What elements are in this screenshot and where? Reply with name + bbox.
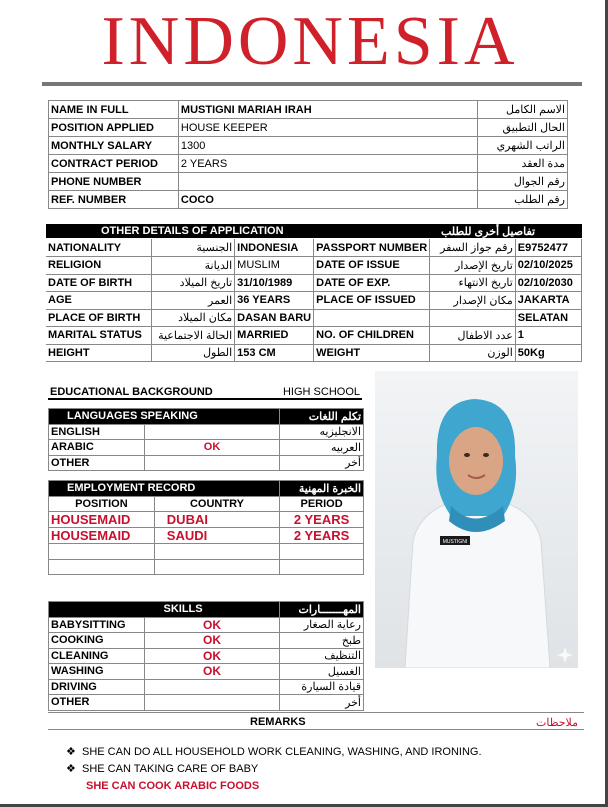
table-row [46,274,582,292]
remarks-list [66,744,566,795]
field-label-arabic: الاسم الكامل [478,101,568,119]
remark-highlight: SHE CAN COOK ARABIC FOODS [86,780,260,792]
column-header: POSITION [49,496,155,512]
detail-value: 02/10/2030 [515,274,581,292]
field-value: HOUSE KEEPER [178,119,477,137]
table-row [49,648,364,664]
other-details-title-arabic: تفاصيل أخرى للطلب [441,226,536,238]
language-name: ARABIC [49,440,145,456]
country-title: INDONESIA [101,3,519,80]
table-row [49,559,364,575]
education-row [48,384,362,400]
employment-title: EMPLOYMENT RECORD [49,481,280,497]
table-row [49,617,364,633]
skills-table [48,601,364,711]
field-label: REF. NUMBER [49,191,179,209]
table-row [46,239,582,257]
remarks-title-arabic: ملاحظات [536,717,578,729]
detail-label-arabic: العمر [152,292,235,310]
employment-position: HOUSEMAID [49,528,155,544]
skill-name-arabic: التنظيف [280,648,364,664]
skill-name-arabic: قيادة السيارة [280,679,364,695]
detail-label: RELIGION [46,257,152,275]
diamond-bullet-icon: ❖ [66,763,76,775]
detail-label-arabic: تاريخ الميلاد [152,274,235,292]
table-row [49,424,364,440]
employment-position [49,559,155,575]
employment-period: 2 YEARS [280,528,364,544]
employment-period [280,544,364,560]
detail-label: MARITAL STATUS [46,327,152,345]
field-value: MUSTIGNI MARIAH IRAH [178,101,477,119]
table-row [49,528,364,544]
employment-position [49,544,155,560]
table-row [46,257,582,275]
table-row [49,137,568,155]
detail-label-arabic: الحالة الاجتماعية [152,327,235,345]
skill-name-arabic: رعاية الصغار [280,617,364,633]
detail-label-arabic: الجنسية [152,239,235,257]
employment-country: DUBAI [154,512,279,528]
detail-label: PLACE OF ISSUED [314,292,430,310]
remarks-header [48,712,584,730]
table-row [49,695,364,711]
table-header [49,602,364,618]
detail-value: SELATAN [515,309,581,327]
applicant-photo [375,371,578,668]
field-value [178,173,477,191]
employment-position: HOUSEMAID [49,512,155,528]
detail-value: 31/10/1989 [235,274,314,292]
field-label-arabic: رقم الطلب [478,191,568,209]
detail-label-arabic: تاريخ الانتهاء [430,274,516,292]
detail-label: WEIGHT [314,344,430,362]
employment-country [154,544,279,560]
table-row [49,633,364,649]
remark-text: SHE CAN DO ALL HOUSEHOLD WORK CLEANING, WASHING, AND IRONING. [82,746,482,758]
skill-name-arabic: الغسيل [280,664,364,680]
table-row [49,119,568,137]
skill-name: COOKING [49,633,145,649]
employment-period: 2 YEARS [280,512,364,528]
skill-name: CLEANING [49,648,145,664]
field-value: 1300 [178,137,477,155]
skill-level [144,695,279,711]
language-level [144,424,279,440]
skill-name: BABYSITTING [49,617,145,633]
field-value: 2 YEARS [178,155,477,173]
detail-value: 02/10/2025 [515,257,581,275]
table-row [49,155,568,173]
skills-title: SKILLS [49,602,280,618]
table-row [49,440,364,456]
applicant-info-table [48,100,568,209]
detail-value: E9752477 [515,239,581,257]
table-row [49,664,364,680]
table-row [49,455,364,471]
skill-name-arabic: أخر [280,695,364,711]
employment-country: SAUDI [154,528,279,544]
languages-title-arabic: تكلم اللغات [280,409,364,425]
detail-label: PLACE OF BIRTH [46,309,152,327]
skill-level: OK [144,648,279,664]
employment-table [48,480,364,575]
detail-label: DATE OF BIRTH [46,274,152,292]
skill-level [144,679,279,695]
remarks-title: REMARKS [250,716,306,728]
employment-country [154,559,279,575]
language-name-arabic: أخر [280,455,364,471]
diamond-bullet-icon: ❖ [66,746,76,758]
detail-label-arabic: تاريخ الإصدار [430,257,516,275]
detail-value: JAKARTA [515,292,581,310]
field-label-arabic: رقم الجوال [478,173,568,191]
detail-label: DATE OF EXP. [314,274,430,292]
table-row [49,512,364,528]
detail-label: PASSPORT NUMBER [314,239,430,257]
table-header [49,496,364,512]
other-details-title: OTHER DETAILS OF APPLICATION [101,225,284,237]
employment-title-arabic: الخبرة المهنية [280,481,364,497]
other-details-table [46,239,582,362]
language-name: ENGLISH [49,424,145,440]
detail-label-arabic: مكان الميلاد [152,309,235,327]
applicant-portrait-image [375,371,578,668]
table-row [46,344,582,362]
detail-label-arabic [430,309,516,327]
detail-value: DASAN BARU [235,309,314,327]
field-label: CONTRACT PERIOD [49,155,179,173]
name-badge-text: MUSTIGNI [442,539,468,545]
language-name-arabic: العربيه [280,440,364,456]
detail-label: NATIONALITY [46,239,152,257]
language-level [144,455,279,471]
table-header [49,409,364,425]
detail-label: AGE [46,292,152,310]
languages-table [48,408,364,471]
detail-value: 1 [515,327,581,345]
detail-label-arabic: رقم جواز السفر [430,239,516,257]
skill-name: WASHING [49,664,145,680]
table-row [49,191,568,209]
language-name: OTHER [49,455,145,471]
table-row [49,173,568,191]
language-level: OK [144,440,279,456]
field-label: MONTHLY SALARY [49,137,179,155]
education-label: EDUCATIONAL BACKGROUND [50,386,213,398]
table-row [49,544,364,560]
detail-label: HEIGHT [46,344,152,362]
detail-value: 36 YEARS [235,292,314,310]
column-header: PERIOD [280,496,364,512]
detail-label: DATE OF ISSUE [314,257,430,275]
detail-value: MARRIED [235,327,314,345]
table-row [49,679,364,695]
detail-value: MUSLIM [235,257,314,275]
field-label: PHONE NUMBER [49,173,179,191]
employment-period [280,559,364,575]
skill-name: DRIVING [49,679,145,695]
detail-value: 153 CM [235,344,314,362]
field-label: NAME IN FULL [49,101,179,119]
table-row [46,327,582,345]
skill-level: OK [144,664,279,680]
field-value: COCO [178,191,477,209]
detail-label-arabic: الوزن [430,344,516,362]
column-header: COUNTRY [154,496,279,512]
skills-title-arabic: المهـــــــارات [280,602,364,618]
languages-title: LANGUAGES SPEAKING [49,409,280,425]
remark-text: SHE CAN TAKING CARE OF BABY [82,763,259,775]
list-item [66,761,566,778]
field-label-arabic: الحال التطبيق [478,119,568,137]
skill-name: OTHER [49,695,145,711]
table-row [49,101,568,119]
detail-label-arabic: الطول [152,344,235,362]
detail-value: INDONESIA [235,239,314,257]
detail-value: 50Kg [515,344,581,362]
other-details-header [46,224,582,238]
detail-label-arabic: مكان الإصدار [430,292,516,310]
table-row [46,292,582,310]
language-name-arabic: الانجليزيه [280,424,364,440]
skill-level: OK [144,633,279,649]
field-label: POSITION APPLIED [49,119,179,137]
detail-label: NO. OF CHILDREN [314,327,430,345]
title-divider [42,82,582,86]
field-label-arabic: الراتب الشهري [478,137,568,155]
field-label-arabic: مدة العقد [478,155,568,173]
detail-label [314,309,430,327]
skill-name-arabic: طبخ [280,633,364,649]
skill-level: OK [144,617,279,633]
table-header [49,481,364,497]
detail-label-arabic: الديانة [152,257,235,275]
education-value: HIGH SCHOOL [282,386,360,398]
table-row [46,309,582,327]
detail-label-arabic: عدد الاطفال [430,327,516,345]
list-item [66,744,566,761]
